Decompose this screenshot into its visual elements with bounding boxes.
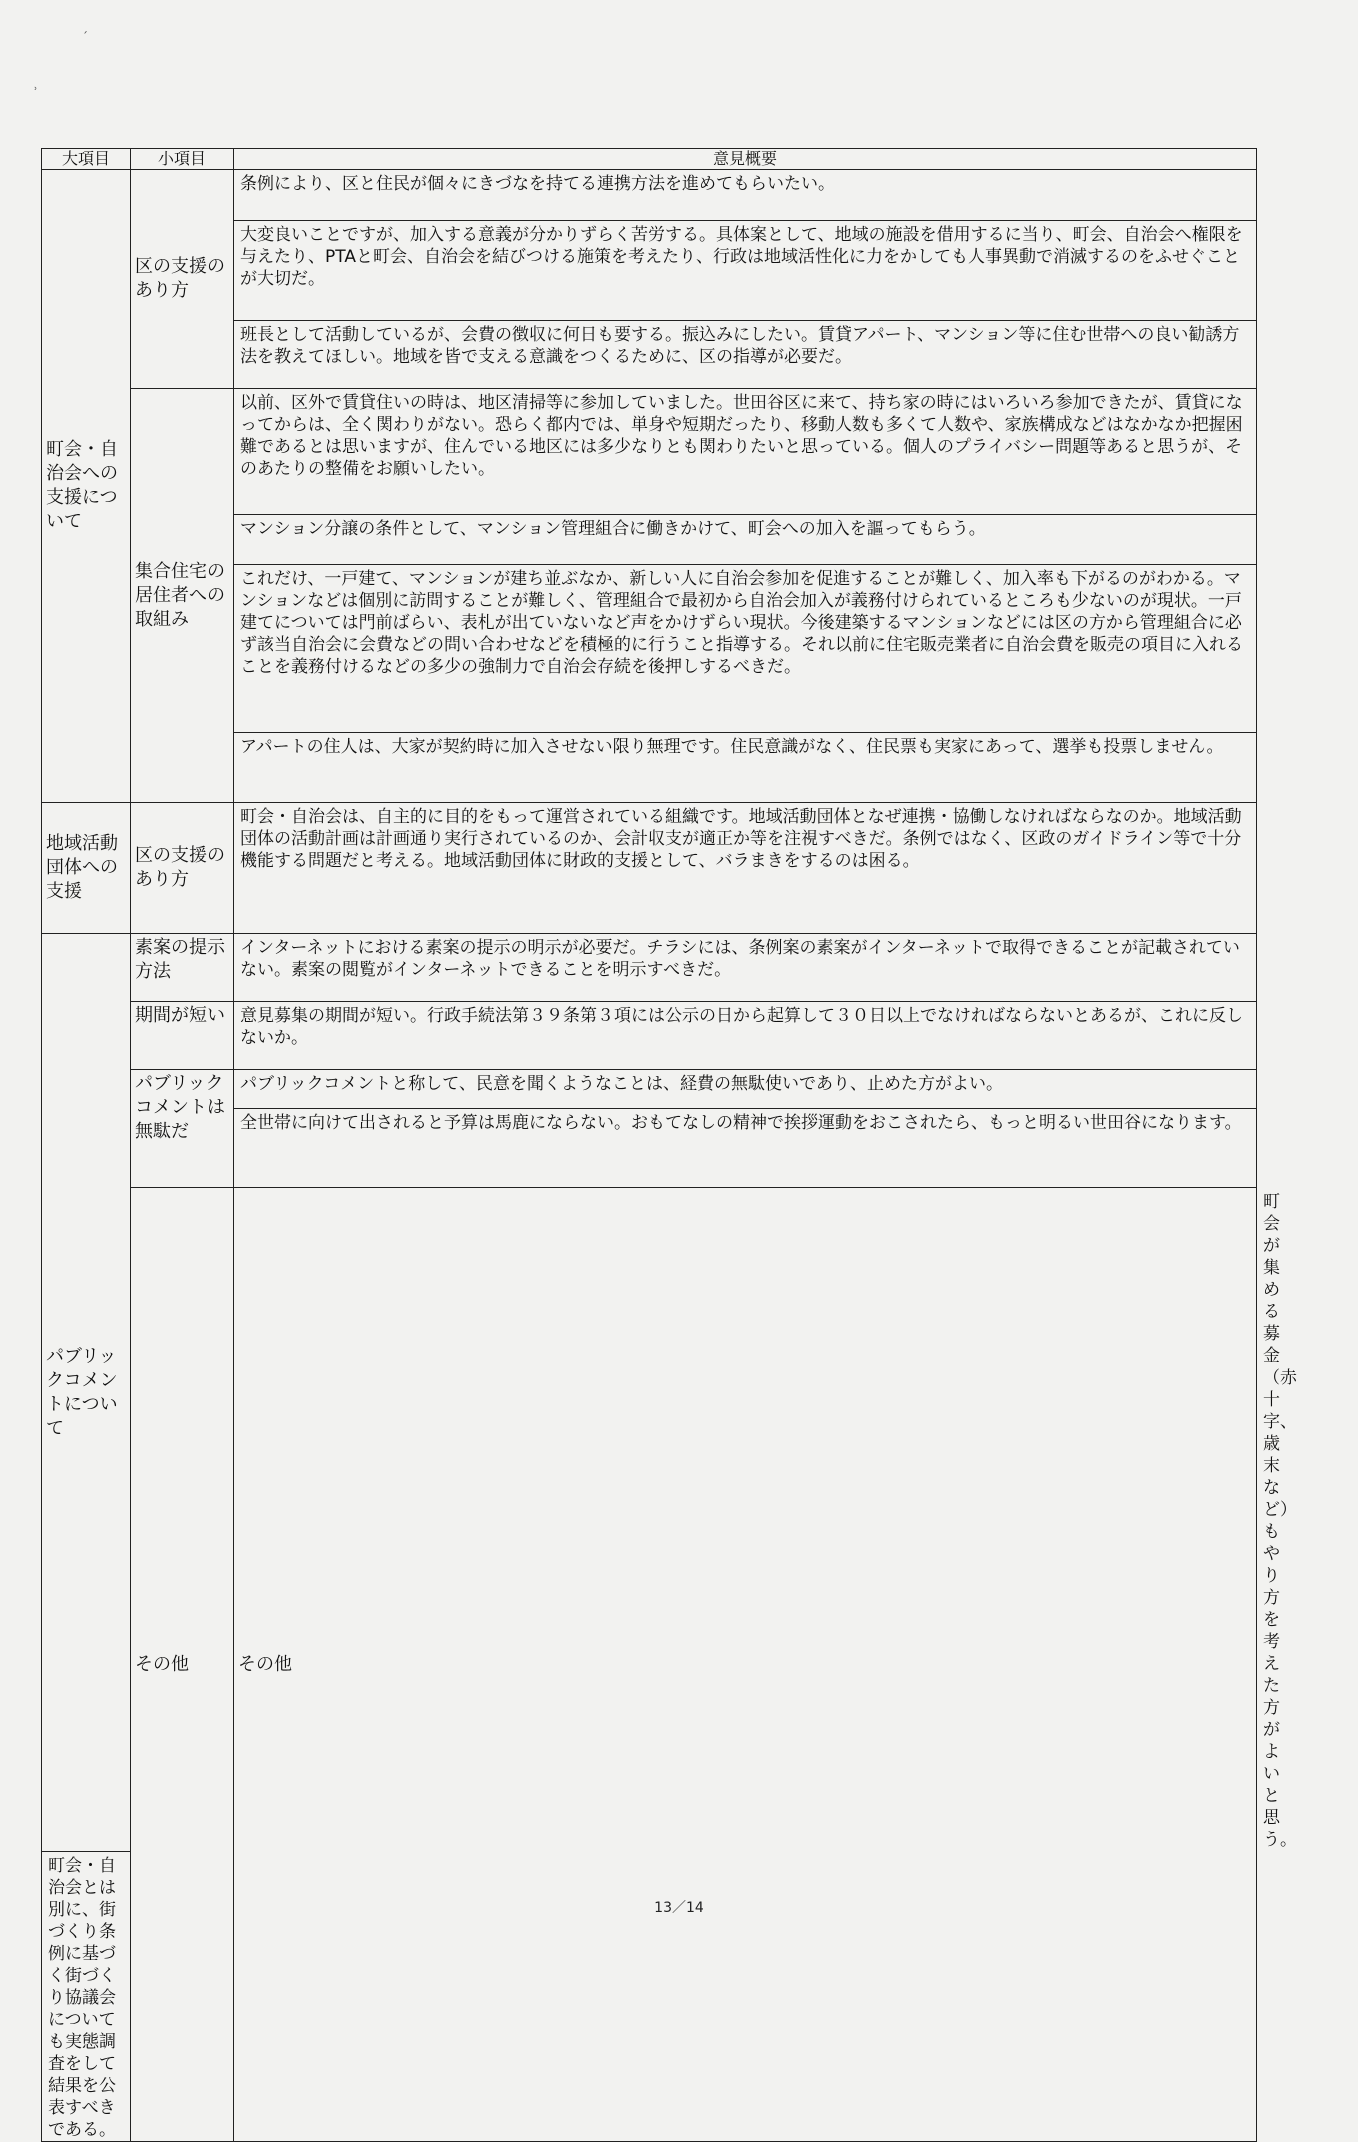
subcategory-cell: 素案の提示方法 — [131, 934, 234, 1002]
subcategory-cell: 区の支援のあり方 — [131, 170, 234, 389]
scan-mark: ˊ — [82, 30, 88, 44]
subcategory-cell: パブリックコメントは無駄だ — [131, 1070, 234, 1188]
opinion-cell: 意見募集の期間が短い。行政手続法第３９条第３項には公示の日から起算して３０日以上でなければならないとあるが、これに反しないか。 — [234, 1002, 1257, 1070]
table-row: その他 その他 町会が集める募金（赤十字、歳末など）もやり方を考えた方がよいと思う。 — [42, 1188, 1257, 1852]
subcategory-cell: 期間が短い — [131, 1002, 234, 1070]
table-row — [42, 389, 1257, 515]
header-subcategory: 小項目 — [131, 149, 234, 170]
subcategory-cell: その他 — [234, 1188, 1257, 2142]
scan-mark: ˒ — [34, 82, 38, 96]
opinion-cell: 以前、区外で賃貸住いの時は、地区清掃等に参加していました。世田谷区に来て、持ち家の時にはいろいろ参加できたが、賃貸になってからは、全く関わりがない。恐らく都内では、単身や短期だったり、移動人数も多くて人数や、家族構成などはなかなか把握困難であるとは思いますが、住んでいる地区には多少なりとも関わりたいと思っている。個人のプライバシー問題等あると思うが、そのあたりの整備をお願いしたい。 — [234, 389, 1257, 515]
subcategory-cell: 集合住宅の居住者への取組み — [131, 389, 234, 803]
table-row — [42, 1070, 1257, 1109]
table-row — [42, 1002, 1257, 1070]
opinion-cell: 大変良いことですが、加入する意義が分かりずらく苦労する。具体案として、地域の施設を借用するに当り、町会、自治会へ権限を与えたり、PTAと町会、自治会を結びつける施策を考えたり、行政は地域活性化に力をかしても人事異動で消滅するのをふせぐことが大切だ。 — [234, 221, 1257, 321]
opinion-cell: パブリックコメントと称して、民意を聞くようなことは、経費の無駄使いであり、止めた方がよい。 — [234, 1070, 1257, 1109]
opinion-cell: 班長として活動しているが、会費の徴収に何日も要する。振込みにしたい。賃貸アパート、マンション等に住む世帯への良い勧誘方法を教えてほしい。地域を皆で支える意識をつくるために、区の指導が必要だ。 — [234, 321, 1257, 389]
subcategory-cell: 区の支援のあり方 — [131, 803, 234, 934]
opinion-cell: マンション分譲の条件として、マンション管理組合に働きかけて、町会への加入を謳ってもらう。 — [234, 515, 1257, 565]
category-cell: 町会・自治会への支援について — [42, 170, 131, 803]
opinion-cell: 町会・自治会とは別に、街づくり条例に基づく街づくり協議会についても実態調査をして結果を公表すべきである。 — [42, 1852, 131, 2142]
opinion-cell: アパートの住人は、大家が契約時に加入させない限り無理です。住民意識がなく、住民票も実家にあって、選挙も投票しません。 — [234, 733, 1257, 803]
opinion-cell: これだけ、一戸建て、マンションが建ち並ぶなか、新しい人に自治会参加を促進することが難しく、加入率も下がるのがわかる。マンションなどは個別に訪問することが難しく、管理組合で最初から自治会加入が義務付けられているところも少ないのが現状。一戸建てについては門前ばらい、表札が出ていないなど声をかけずらい現状。今後建築するマンションなどには区の方から管理組合に必ず該当自治会に会費などの問い合わせなどを積極的に行うこと指導する。それ以前に住宅販売業者に自治会費を販売の項目に入れることを義務付けるなどの多少の強制力で自治会存続を後押しするべきだ。 — [234, 565, 1257, 733]
page-number: 13／14 — [654, 1900, 704, 1916]
table-header-row — [42, 149, 1257, 170]
category-cell: パブリックコメントについて — [42, 934, 131, 1852]
opinion-cell: 全世帯に向けて出されると予算は馬鹿にならない。おもてなしの精神で挨拶運動をおこされたら、もっと明るい世田谷になります。 — [234, 1109, 1257, 1188]
header-opinion: 意見概要 — [234, 149, 1257, 170]
table-row — [42, 803, 1257, 934]
header-category: 大項目 — [42, 149, 131, 170]
category-cell: 地域活動団体への支援 — [42, 803, 131, 934]
opinion-cell: インターネットにおける素案の提示の明示が必要だ。チラシには、条例案の素案がインターネットで取得できることが記載されていない。素案の閲覧がインターネットできることを明示すべきだ。 — [234, 934, 1257, 1002]
table-row — [42, 170, 1257, 221]
table-row — [42, 934, 1257, 1002]
opinion-summary-table — [41, 148, 1297, 2142]
opinion-cell: 町会・自治会は、自主的に目的をもって運営されている組織です。地域活動団体となぜ連携・協働しなければならなのか。地域活動団体の活動計画は計画通り実行されているのか、会計収支が適正か等を注視すべきだ。条例ではなく、区政のガイドライン等で十分機能する問題だと考える。地域活動団体に財政的支援として、バラまきをするのは困る。 — [234, 803, 1257, 934]
category-cell: その他 — [131, 1188, 234, 2142]
opinion-cell: 条例により、区と住民が個々にきづなを持てる連携方法を進めてもらいたい。 — [234, 170, 1257, 221]
